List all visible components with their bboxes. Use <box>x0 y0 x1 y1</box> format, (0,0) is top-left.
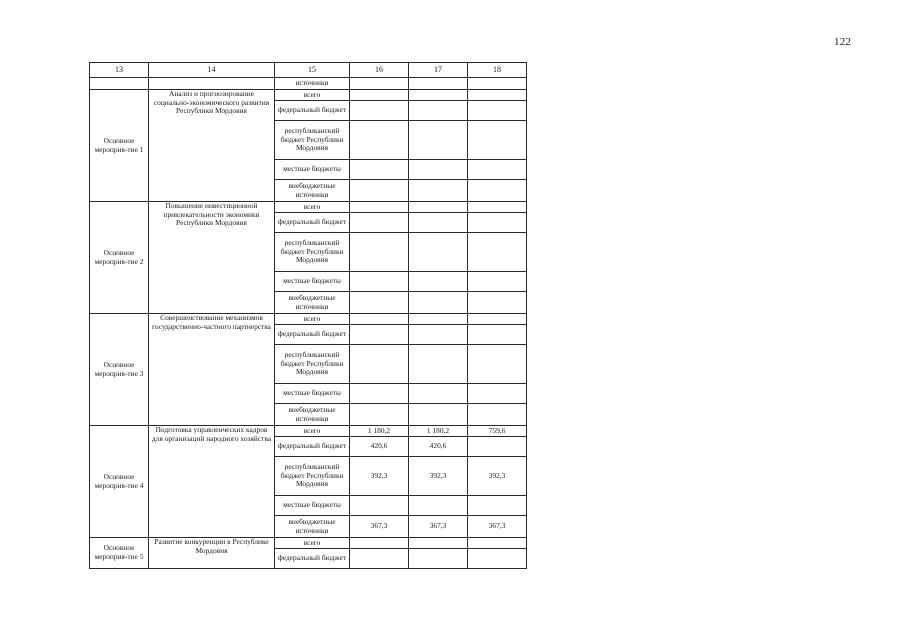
value-col-18 <box>468 90 527 101</box>
value-col-16 <box>350 549 409 569</box>
col-16-header: 16 <box>350 63 409 78</box>
value-col-18 <box>468 549 527 569</box>
value-col-17: 420,6 <box>409 437 468 457</box>
value-col-16 <box>350 78 409 90</box>
funding-source-cell: федеральный бюджет <box>275 549 350 569</box>
value-col-16 <box>350 180 409 202</box>
value-col-18 <box>468 384 527 404</box>
value-col-18 <box>468 272 527 292</box>
value-col-16 <box>350 233 409 272</box>
table-body <box>90 78 527 569</box>
col-17-header: 17 <box>409 63 468 78</box>
value-col-18 <box>468 202 527 213</box>
activity-name-cell: Повышение инвестиционной привлекательности экономики Республики Мордовия <box>149 202 275 314</box>
col-13-header: 13 <box>90 63 149 78</box>
value-col-16 <box>350 292 409 314</box>
value-col-18 <box>468 314 527 325</box>
page-number: 122 <box>834 36 852 48</box>
value-col-17 <box>409 292 468 314</box>
funding-source-cell: всего <box>275 90 350 101</box>
value-col-17 <box>409 78 468 90</box>
activity-name-cell: Подготовка управленческих кадров для организаций народного хозяйства <box>149 426 275 538</box>
value-col-18 <box>468 345 527 384</box>
value-col-16 <box>350 314 409 325</box>
value-col-17 <box>409 202 468 213</box>
value-col-18 <box>468 496 527 516</box>
value-col-17 <box>409 213 468 233</box>
value-col-17 <box>409 272 468 292</box>
funding-source-cell: источники <box>275 78 350 90</box>
value-col-16 <box>350 121 409 160</box>
value-col-18 <box>468 101 527 121</box>
value-col-18 <box>468 292 527 314</box>
value-col-17 <box>409 325 468 345</box>
funding-source-cell: местные бюджеты <box>275 384 350 404</box>
funding-source-cell: внебюджетные источники <box>275 404 350 426</box>
value-col-18 <box>468 180 527 202</box>
value-col-18 <box>468 404 527 426</box>
funding-source-cell: федеральный бюджет <box>275 325 350 345</box>
value-col-17 <box>409 180 468 202</box>
value-col-18 <box>468 78 527 90</box>
value-col-16 <box>350 202 409 213</box>
value-col-18 <box>468 437 527 457</box>
value-col-17 <box>409 549 468 569</box>
value-col-18 <box>468 213 527 233</box>
funding-source-cell: всего <box>275 538 350 549</box>
funding-source-cell: местные бюджеты <box>275 160 350 180</box>
value-col-17 <box>409 384 468 404</box>
col-15-header: 15 <box>275 63 350 78</box>
funding-source-cell: всего <box>275 202 350 213</box>
value-col-17 <box>409 496 468 516</box>
value-col-18 <box>468 121 527 160</box>
value-col-17 <box>409 345 468 384</box>
value-col-16: 420,6 <box>350 437 409 457</box>
col-18-header: 18 <box>468 63 527 78</box>
activity-cell: Основное мероприя-тие 2 <box>90 202 149 314</box>
funding-source-cell: республиканский бюджет Республики Мордовия <box>275 345 350 384</box>
value-col-16 <box>350 272 409 292</box>
funding-source-cell: республиканский бюджет Республики Мордовия <box>275 233 350 272</box>
funding-source-cell: федеральный бюджет <box>275 101 350 121</box>
table-row <box>90 90 527 101</box>
value-col-18: 759,6 <box>468 426 527 437</box>
budget-table <box>89 62 527 569</box>
value-col-16 <box>350 160 409 180</box>
activity-cell: Основное мероприя-тие 3 <box>90 314 149 426</box>
value-col-17 <box>409 101 468 121</box>
column-number-row <box>90 63 527 78</box>
funding-source-cell: всего <box>275 314 350 325</box>
value-col-17 <box>409 404 468 426</box>
table-row <box>90 202 527 213</box>
value-col-18 <box>468 325 527 345</box>
continuation-row <box>90 78 527 90</box>
activity-name-cell: Совершенствование механизмов государственно-частного партнерства <box>149 314 275 426</box>
value-col-16 <box>350 345 409 384</box>
table-row <box>90 538 527 549</box>
funding-source-cell: республиканский бюджет Республики Мордовия <box>275 121 350 160</box>
value-col-17 <box>409 538 468 549</box>
col-14-header: 14 <box>149 63 275 78</box>
funding-source-cell: всего <box>275 426 350 437</box>
funding-source-cell: внебюджетные источники <box>275 292 350 314</box>
value-col-17 <box>409 90 468 101</box>
value-col-17: 367,3 <box>409 516 468 538</box>
value-col-16 <box>350 538 409 549</box>
value-col-18 <box>468 160 527 180</box>
funding-source-cell: федеральный бюджет <box>275 213 350 233</box>
activity-cell: Основное мероприя-тие 5 <box>90 538 149 569</box>
activity-name-cell: Анализ и прогнозирование социально-экономического развития Республики Мордовия <box>149 90 275 202</box>
value-col-17 <box>409 121 468 160</box>
value-col-18: 392,3 <box>468 457 527 496</box>
value-col-17: 1 180,2 <box>409 426 468 437</box>
funding-source-cell: республиканский бюджет Республики Мордовия <box>275 457 350 496</box>
value-col-17 <box>409 233 468 272</box>
value-col-16 <box>350 325 409 345</box>
value-col-16: 1 180,2 <box>350 426 409 437</box>
value-col-16 <box>350 213 409 233</box>
value-col-18: 367,3 <box>468 516 527 538</box>
table-row <box>90 426 527 437</box>
activity-cell: Основное мероприя-тие 1 <box>90 90 149 202</box>
value-col-16 <box>350 90 409 101</box>
funding-source-cell: внебюджетные источники <box>275 180 350 202</box>
value-col-18 <box>468 233 527 272</box>
value-col-17 <box>409 160 468 180</box>
funding-source-cell: местные бюджеты <box>275 272 350 292</box>
funding-source-cell: местные бюджеты <box>275 496 350 516</box>
activity-cell: Основное мероприя-тие 4 <box>90 426 149 538</box>
table-row <box>90 314 527 325</box>
value-col-17 <box>409 314 468 325</box>
value-col-16: 392,3 <box>350 457 409 496</box>
value-col-16: 367,3 <box>350 516 409 538</box>
value-col-18 <box>468 538 527 549</box>
activity-name-cell: Развитие конкуренции в Республике Мордовия <box>149 538 275 569</box>
activity-cell <box>90 78 149 90</box>
value-col-16 <box>350 404 409 426</box>
value-col-16 <box>350 496 409 516</box>
funding-source-cell: федеральный бюджет <box>275 437 350 457</box>
funding-source-cell: внебюджетные источники <box>275 516 350 538</box>
value-col-17: 392,3 <box>409 457 468 496</box>
value-col-16 <box>350 384 409 404</box>
value-col-16 <box>350 101 409 121</box>
activity-name-cell <box>149 78 275 90</box>
